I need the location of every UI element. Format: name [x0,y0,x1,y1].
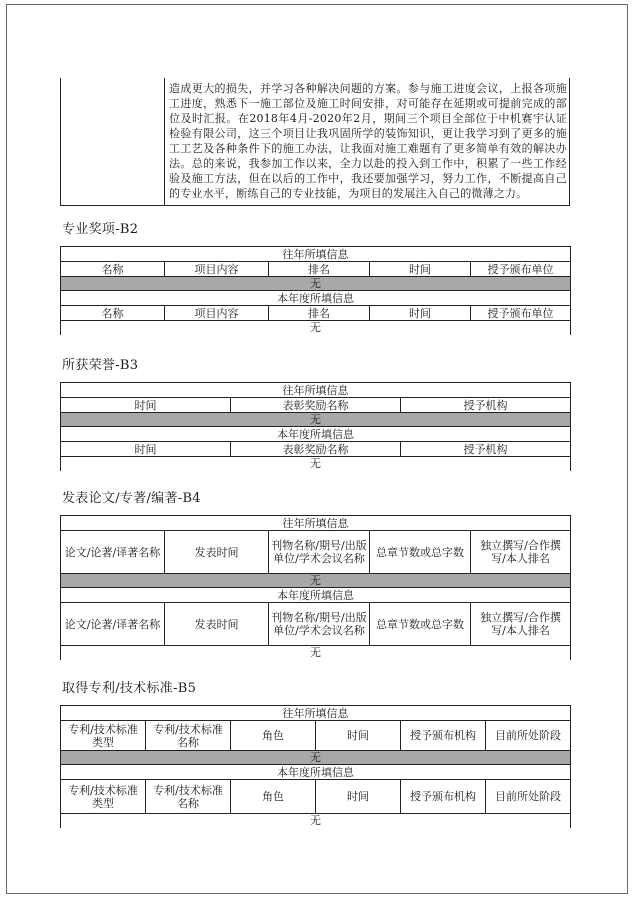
patents-col-time: 时间 [316,721,401,751]
awards-col-content-current: 项目内容 [165,306,269,321]
awards-current-value: 无 [61,321,571,335]
honors-past-label: 往年所填信息 [61,383,571,398]
patents-col-issuer: 授予颁布机构 [401,721,486,751]
awards-col-time-current: 时间 [370,306,471,321]
publications-current-value: 无 [61,646,571,660]
patents-col-name: 专利/技术标准名称 [146,721,231,751]
awards-col-issuer: 授予颁布单位 [471,262,571,277]
publications-past-value: 无 [61,574,571,588]
honors-col-time: 时间 [61,398,231,413]
section-title-patents: 取得专利/技术标准-B5 [62,681,197,696]
awards-col-issuer-current: 授予颁布单位 [471,306,571,321]
publications-table [60,515,571,660]
publications-current-label: 本年度所填信息 [61,588,571,603]
awards-col-name: 名称 [61,262,165,277]
work-summary-paragraph: 造成更大的损失，并学习各种解决问题的方案。参与施工进度会议，上报各项施工进度，熟悉下一施工部位及施工时间安排，对可能存在延期或可提前完成的部位及时汇报。在2018年4月-2020年2月，期间三个项目全部位于中机赛宇认证检验有限公司，这三个项目让我巩固所学的装饰知识，更让我学习到了更多的施工工艺及各种条件下的施工办法，让我面对施工难题有了更多简单有效的解决办法。总的来说，我参加工作以来，全力以赴的投入到工作中，积累了一些工作经验及施工方法，但在以后的工作中，我还要加强学习，努力工作，不断提高自己的专业水平，断练自己的专业技能，为项目的发展注入自己的微薄之力。 [169,82,567,200]
section-title-publications: 发表论文/专著/编著-B4 [62,491,201,506]
patents-col-stage: 目前所处阶段 [486,721,571,751]
section-title-awards: 专业奖项-B2 [62,222,139,237]
patents-col-time-current: 时间 [316,780,401,814]
patents-col-role-current: 角色 [231,780,316,814]
patents-current-value: 无 [61,814,571,828]
patents-col-role: 角色 [231,721,316,751]
awards-col-time: 时间 [370,262,471,277]
publications-col-length-current: 总章节数或总字数 [370,603,471,646]
publications-col-title: 论文/论著/译著名称 [61,531,165,574]
awards-col-name-current: 名称 [61,306,165,321]
patents-col-type-current: 专利/技术标准类型 [61,780,146,814]
publications-col-date: 发表时间 [165,531,269,574]
honors-table [60,382,571,471]
awards-current-label: 本年度所填信息 [61,291,571,306]
work-summary-block [60,78,570,206]
awards-past-value: 无 [61,277,571,291]
awards-col-content: 项目内容 [165,262,269,277]
patents-current-label: 本年度所填信息 [61,765,571,780]
patents-past-label: 往年所填信息 [61,706,571,721]
section-title-honors: 所获荣誉-B3 [62,358,139,373]
patents-col-type: 专利/技术标准类型 [61,721,146,751]
publications-col-venue-current: 刊物名称/期号/出版单位/学术会议名称 [269,603,370,646]
publications-col-authorship-current: 独立撰写/合作撰写/本人排名 [471,603,571,646]
honors-col-time-current: 时间 [61,442,231,457]
patents-col-issuer-current: 授予颁布机构 [401,780,486,814]
honors-past-value: 无 [61,413,571,427]
publications-col-date-current: 发表时间 [165,603,269,646]
patents-past-value: 无 [61,751,571,765]
publications-col-authorship: 独立撰写/合作撰写/本人排名 [471,531,571,574]
awards-col-rank: 排名 [269,262,370,277]
awards-col-rank-current: 排名 [269,306,370,321]
work-summary-divider [164,78,165,205]
publications-col-venue: 刊物名称/期号/出版单位/学术会议名称 [269,531,370,574]
publications-col-length: 总章节数或总字数 [370,531,471,574]
patents-table [60,705,571,828]
patents-col-stage-current: 目前所处阶段 [486,780,571,814]
honors-col-issuer: 授予机构 [401,398,571,413]
honors-col-award-name: 表彰奖励名称 [231,398,401,413]
awards-past-label: 往年所填信息 [61,247,571,262]
honors-col-issuer-current: 授予机构 [401,442,571,457]
publications-col-title-current: 论文/论著/译著名称 [61,603,165,646]
honors-current-value: 无 [61,457,571,471]
publications-past-label: 往年所填信息 [61,516,571,531]
awards-table [60,246,571,335]
patents-col-name-current: 专利/技术标准名称 [146,780,231,814]
honors-current-label: 本年度所填信息 [61,427,571,442]
honors-col-award-name-current: 表彰奖励名称 [231,442,401,457]
